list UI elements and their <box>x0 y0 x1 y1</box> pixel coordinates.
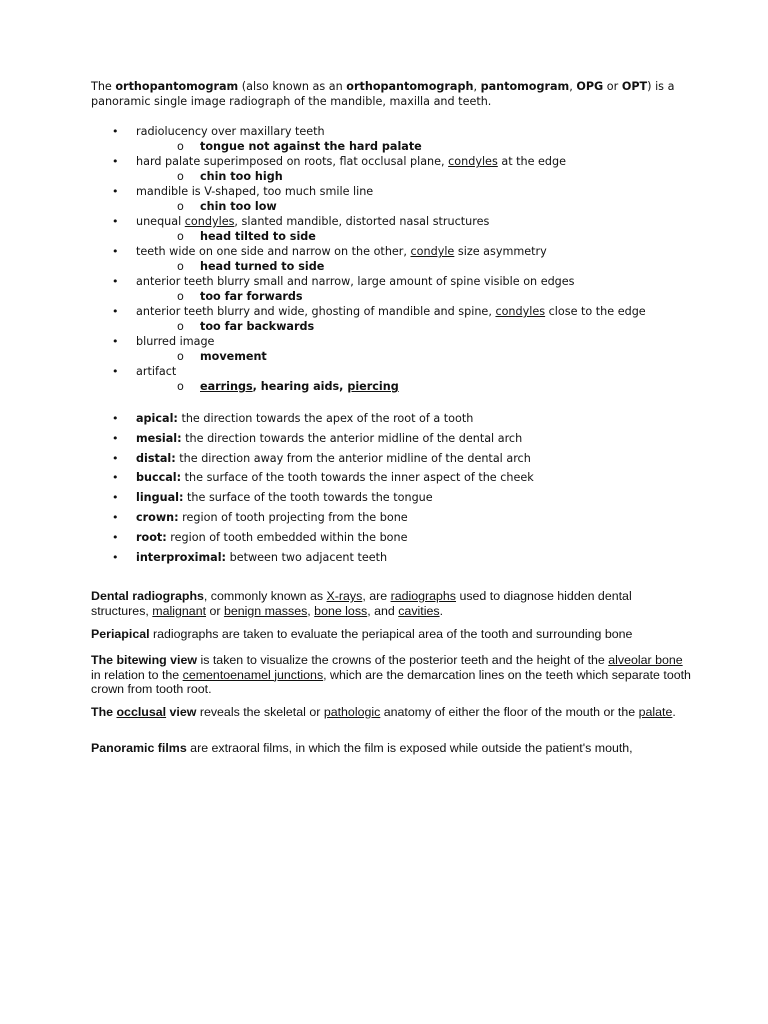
positioning-errors-list <box>0 124 700 394</box>
occlusal-link[interactable]: occlusal <box>116 705 167 719</box>
term-item: • interproximal: between two adjacent teeth <box>0 550 700 570</box>
error-item: • teeth wide on one side and narrow on the other, condyle size asymmetry <box>0 244 700 259</box>
error-cause: o head turned to side <box>0 259 700 274</box>
cementoenamel-junctions-link[interactable]: cementoenamel junctions <box>182 667 324 682</box>
error-item: • blurred image <box>0 334 700 349</box>
term-item: • lingual: the surface of the tooth towards the tongue <box>0 490 700 510</box>
panoramic-paragraph: Panoramic films are extraoral films, in which the film is exposed while outside the patient's mouth, <box>91 741 633 755</box>
term-opg: OPG <box>576 80 604 93</box>
term-item: • apical: the direction towards the apex of the root of a tooth <box>0 411 700 431</box>
palate-link[interactable]: palate <box>638 705 673 719</box>
alveolar-bone-link[interactable]: alveolar bone <box>608 653 683 667</box>
error-item: • mandible is V-shaped, too much smile line <box>0 184 700 199</box>
error-item: • radiolucency over maxillary teeth <box>0 124 700 139</box>
bitewing-paragraph: The bitewing view is taken to visualize the crowns of the posterior teeth and the height of the alveolar bone in relation to the cementoenamel junctions, which are the demarcation lines on the teeth which separate tooth crown from tooth root. <box>91 653 691 696</box>
benign-masses-link[interactable]: benign masses <box>223 603 308 618</box>
error-cause: o chin too low <box>0 199 700 214</box>
condyles-link[interactable]: condyles <box>448 155 498 168</box>
error-cause: o head tilted to side <box>0 229 700 244</box>
condyle-link[interactable]: condyle <box>410 245 455 258</box>
cavities-link[interactable]: cavities <box>398 603 440 618</box>
radiographs-link[interactable]: radiographs <box>390 589 457 603</box>
occlusal-paragraph: The occlusal view reveals the skeletal or pathologic anatomy of either the floor of the mouth or the palate. <box>91 705 676 719</box>
error-cause: o tongue not against the hard palate <box>0 139 700 154</box>
periapical-paragraph: Periapical radiographs are taken to evaluate the periapical area of the tooth and surrounding bone <box>91 627 633 641</box>
term-orthopantomogram: orthopantomogram <box>115 80 239 93</box>
condyles-link[interactable]: condyles <box>184 215 235 228</box>
xrays-link[interactable]: X-rays <box>326 589 363 603</box>
dental-radiographs-paragraph: Dental radiographs, commonly known as X-rays, are radiographs used to diagnose hidden dental structures, malignant or benign masses, bone loss, and cavities. <box>91 589 632 618</box>
term-orthopantomograph: orthopantomograph <box>346 80 474 93</box>
pathologic-link[interactable]: pathologic <box>323 705 381 719</box>
term-item: • crown: region of tooth projecting from the bone <box>0 510 700 530</box>
bone-loss-link[interactable]: bone loss <box>314 603 368 618</box>
dental-terms-list <box>0 411 700 569</box>
malignant-link[interactable]: malignant <box>152 603 207 618</box>
error-item: • hard palate superimposed on roots, flat occlusal plane, condyles at the edge <box>0 154 700 169</box>
error-cause: o too far forwards <box>0 289 700 304</box>
error-cause: o movement <box>0 349 700 364</box>
error-item: • unequal condyles, slanted mandible, distorted nasal structures <box>0 214 700 229</box>
condyles-link[interactable]: condyles <box>495 305 546 318</box>
term-item: • distal: the direction away from the anterior midline of the dental arch <box>0 451 700 471</box>
error-item: • anterior teeth blurry and wide, ghosting of mandible and spine, condyles close to the edge <box>0 304 700 319</box>
error-cause: o earrings, hearing aids, piercing <box>0 379 700 394</box>
intro-paragraph: The orthopantomogram (also known as an orthopantomograph, pantomogram, OPG or OPT) is a panoramic single image radiograph of the mandible, maxilla and teeth. <box>91 80 675 108</box>
error-cause: o too far backwards <box>0 319 700 334</box>
term-item: • root: region of tooth embedded within the bone <box>0 530 700 550</box>
error-cause: o chin too high <box>0 169 700 184</box>
term-item: • buccal: the surface of the tooth towards the inner aspect of the cheek <box>0 470 700 490</box>
term-item: • mesial: the direction towards the anterior midline of the dental arch <box>0 431 700 451</box>
term-pantomogram: pantomogram <box>480 80 570 93</box>
error-item: • artifact <box>0 364 700 379</box>
earrings-link[interactable]: earrings <box>200 380 253 393</box>
error-item: • anterior teeth blurry small and narrow, large amount of spine visible on edges <box>0 274 700 289</box>
piercing-link[interactable]: piercing <box>347 380 399 393</box>
term-opt: OPT <box>621 80 648 93</box>
